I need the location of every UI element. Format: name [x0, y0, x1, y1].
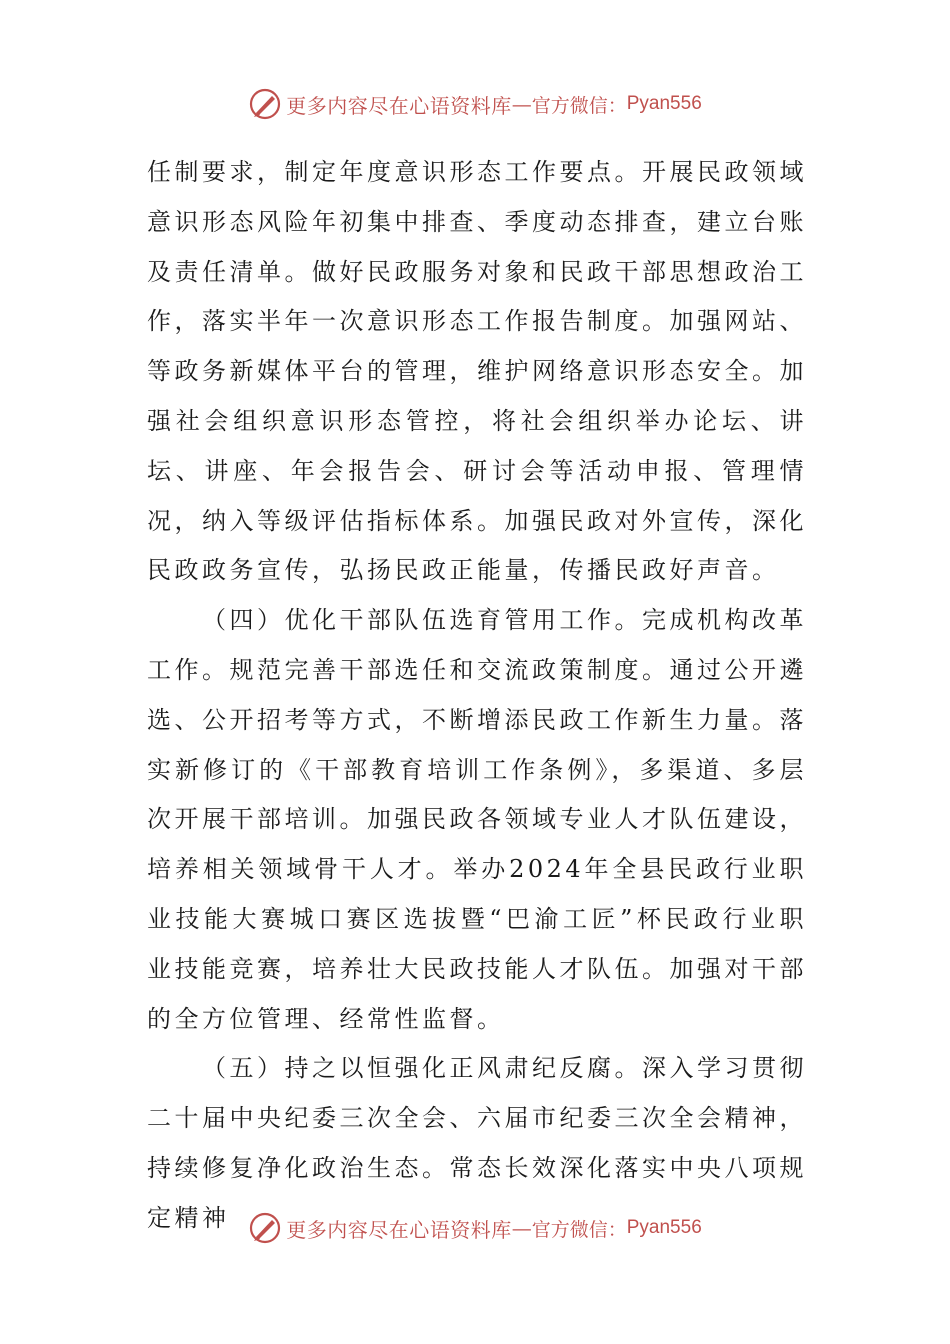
- footer-site-text: 更多内容尽在心语资料库: [286, 1217, 512, 1242]
- footer-wechat-label: 官方微信：: [531, 1218, 627, 1241]
- header-wechat-id: Pyan556: [626, 93, 702, 114]
- footer-separator: —: [511, 1216, 532, 1240]
- header-wechat-label: 官方微信：: [531, 94, 627, 117]
- paragraph-section-five: （五）持之以恒强化正风肃纪反腐。深入学习贯彻二十届中央纪委三次全会、六届市纪委三次全会精神，持续修复净化政治生态。常态长效深化落实中央八项规定精神: [147, 1054, 807, 1232]
- paragraph-section-four: （四）优化干部队伍选育管用工作。完成机构改革工作。规范完善干部选任和交流政策制度。通过公开遴选、公开招考等方式，不断增添民政工作新生力量。落实新修订的《干部教育培训工作条例》，多渠道、多层次开展干部培训。加强民政各领域专业人才队伍建设，培养相关领域骨干人才。举办2024年全县民政行业职业技能大赛城口赛区选拔暨“巴渝工匠”杯民政行业职业技能竞赛，培养壮大民政技能人才队伍。加强对干部的全方位管理、经常性监督。: [147, 606, 807, 1033]
- paragraph-continuation: 任制要求，制定年度意识形态工作要点。开展民政领域意识形态风险年初集中排查、季度动态排查，建立台账及责任清单。做好民政服务对象和民政干部思想政治工作，落实半年一次意识形态工作报告制度。加强网站、等政务新媒体平台的管理，维护网络意识形态安全。加强社会组织意识形态管控，将社会组织举办论坛、讲坛、讲座、年会报告会、研讨会等活动申报、管理情况，纳入等级评估指标体系。加强民政对外宣传，深化民政政务宣传，弘扬民政正能量，传播民政好声音。: [147, 158, 807, 585]
- pen-logo-icon: [248, 87, 282, 121]
- footer-watermark-banner: [0, 1208, 950, 1248]
- header-site-text: 更多内容尽在心语资料库: [286, 93, 512, 118]
- header-watermark-banner: [0, 84, 950, 124]
- footer-wechat-id: Pyan556: [626, 1217, 702, 1238]
- document-body: [147, 148, 807, 1244]
- header-separator: —: [511, 92, 532, 116]
- pen-logo-icon: [248, 1211, 282, 1245]
